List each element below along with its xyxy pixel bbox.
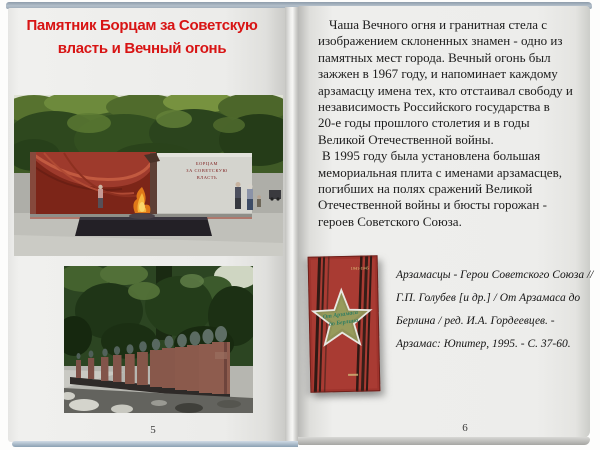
body-line: Великой Отечественной войны. xyxy=(318,131,494,147)
page-title: Памятник Борцам за Советскую власть и Вечный огонь xyxy=(26,17,258,57)
book-bottom-page-stack-right xyxy=(298,437,590,445)
body-line: 20-е годы прошлого столетия и в годы xyxy=(318,115,530,131)
body-line: героев Советского Союза. xyxy=(318,213,462,229)
stela-inscription-line3: ВЛАСТЬ xyxy=(196,175,218,180)
body-line: мемориальная плита с именами арзамасцев, xyxy=(318,164,562,180)
bibliographic-citation xyxy=(396,264,596,356)
book-cover-image xyxy=(308,255,381,392)
book-bottom-cover-edge-left xyxy=(12,441,298,447)
body-text xyxy=(318,17,592,230)
citation-line: Берлина / ред. И.А. Гордеевцев. - xyxy=(396,315,555,327)
citation-line: Арзамас: Юпитер, 1995. - С. 37-60. xyxy=(396,338,571,350)
body-line: зажжен в 1967 году, и напоминает каждому xyxy=(318,66,558,82)
book-gutter xyxy=(285,7,298,441)
body-line: Чаша Вечного огня и гранитная стела с xyxy=(329,17,547,32)
body-line: погибших на полях сражений Великой xyxy=(318,181,533,197)
body-line: В 1995 году была установлена большая xyxy=(322,148,541,164)
cover-title-line1: От Арзамаса xyxy=(322,309,359,321)
citation-line: Г.П. Голубев [и др.] / От Арзамаса до xyxy=(396,292,581,304)
stela-inscription-line1: БОРЦАМ xyxy=(196,161,218,166)
cover-years-label: 1941-1945 xyxy=(350,265,369,271)
photo-eternal-flame-memorial xyxy=(14,95,283,256)
body-line: изображением склоненных знамен - одно из xyxy=(318,33,563,49)
photo-heroes-busts-alley xyxy=(64,266,253,413)
citation-line: Арзамасцы - Герои Советского Союза // xyxy=(396,269,594,281)
stela-inscription-line2: ЗА СОВЕТСКУЮ xyxy=(186,168,228,173)
page-number-left: 5 xyxy=(150,424,156,436)
body-line: независимость Российского государства в xyxy=(318,99,550,115)
body-line: памятных мест города. Вечный огонь был xyxy=(318,49,551,65)
page-number-right: 6 xyxy=(462,422,468,434)
cover-title-line2: до Берлина xyxy=(328,317,359,328)
body-line: Отечественной войны и бюсты горожан - xyxy=(318,197,547,213)
body-line: арзамасцу имена тех, кто отстаивал свободу и xyxy=(318,82,573,98)
